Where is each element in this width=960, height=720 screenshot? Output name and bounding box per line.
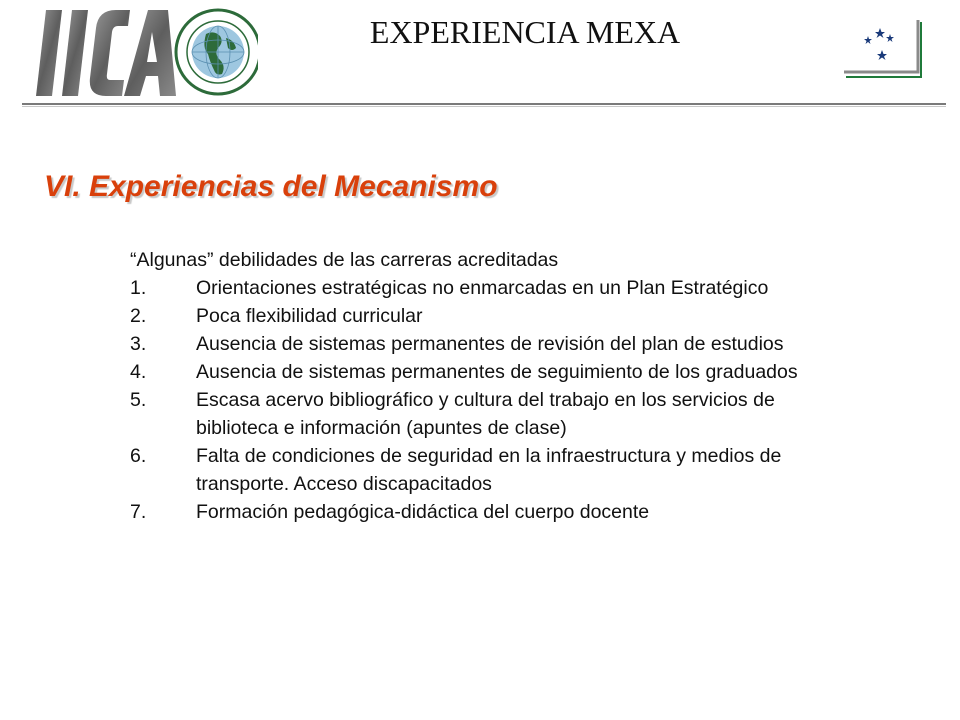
list-item: [130, 498, 830, 526]
slide-content: [130, 246, 830, 526]
mercosur-stars-icon: [864, 28, 894, 60]
item-text: Ausencia de sistemas permanentes de revisión del plan de estudios: [196, 333, 784, 355]
item-number: 3.: [130, 333, 147, 355]
item-number: 1.: [130, 277, 147, 299]
weakness-list: [130, 274, 830, 526]
item-number: 4.: [130, 361, 147, 383]
section-title: VI. Experiencias del Mecanismo: [44, 170, 498, 203]
item-text: Formación pedagógica-didáctica del cuerpo docente: [196, 501, 650, 523]
list-item: [130, 274, 830, 302]
header-divider-shadow: [22, 106, 946, 107]
intro-text: “Algunas” debilidades de las carreras acreditadas: [130, 249, 559, 271]
list-item: [130, 302, 830, 330]
list-item: [130, 330, 830, 358]
item-text: Escasa acervo bibliográfico y cultura del trabajo en los servicios de biblioteca e información (apuntes de clase): [196, 389, 775, 439]
page-title: EXPERIENCIA MEXA: [369, 14, 681, 50]
item-number: 2.: [130, 305, 147, 327]
item-number: 6.: [130, 445, 147, 467]
item-number: 5.: [130, 389, 147, 411]
item-text: Orientaciones estratégicas no enmarcadas en un Plan Estratégico: [196, 277, 769, 299]
item-text: Falta de condiciones de seguridad en la infraestructura y medios de transporte. Acceso discapacitados: [196, 445, 782, 495]
list-item: [130, 358, 830, 386]
mercosur-logo: [838, 14, 924, 99]
list-item: [130, 386, 830, 442]
header-divider: [22, 103, 946, 105]
item-text: Poca flexibilidad curricular: [196, 305, 423, 327]
list-item: [130, 442, 830, 498]
item-text: Ausencia de sistemas permanentes de seguimiento de los graduados: [196, 361, 798, 383]
item-number: 7.: [130, 501, 147, 523]
